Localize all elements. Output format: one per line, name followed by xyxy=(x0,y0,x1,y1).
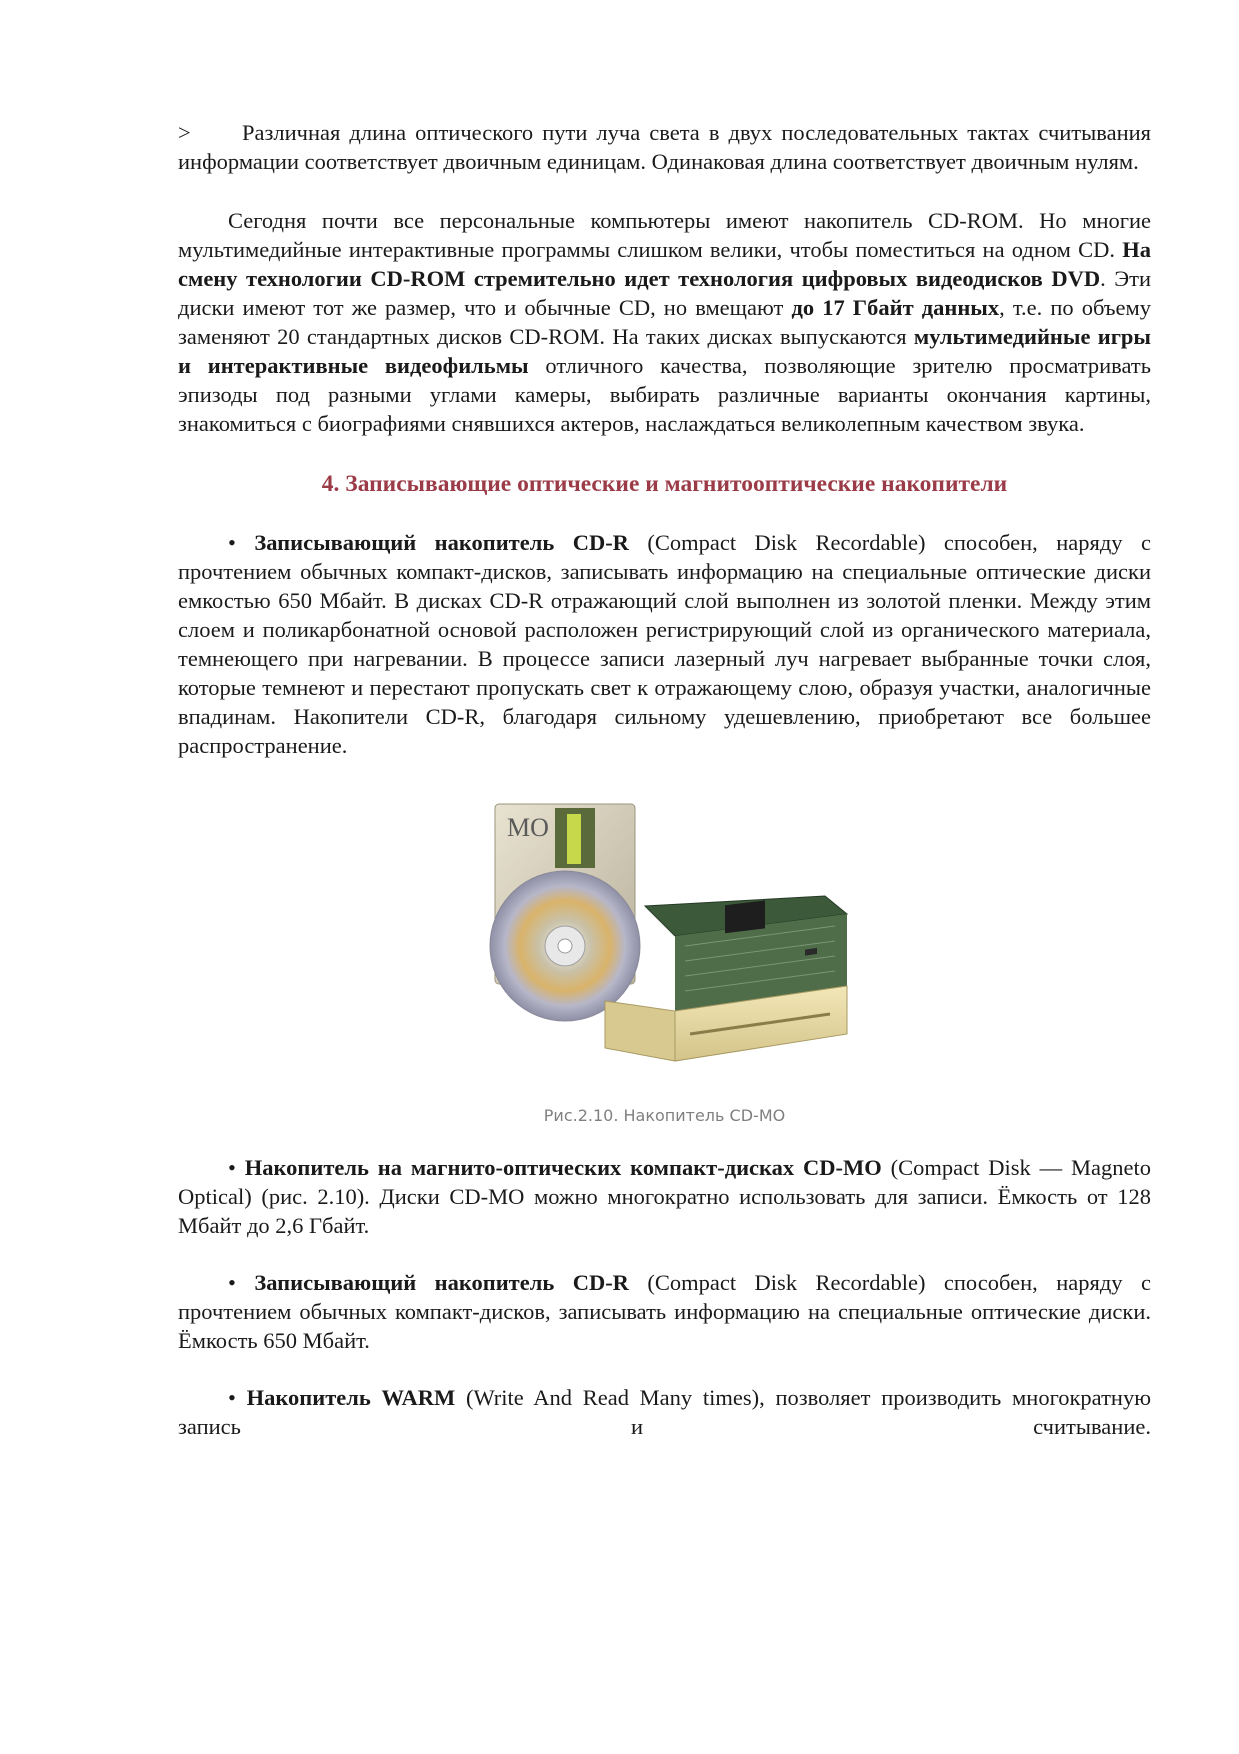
intro-paragraph xyxy=(178,118,1151,176)
bullet-cdr-long xyxy=(178,528,1151,760)
cdmo-text: (Compact Disk — Magneto Optical) (рис. 2.10). Диски CD-MO можно многократно использовать для записи. Ёмкость от 128 Мбайт до 2,6 Гбайт. xyxy=(178,1155,1151,1238)
intro-marker: > xyxy=(178,120,191,145)
cd-mo-drive xyxy=(605,896,847,1061)
figure-cd-mo xyxy=(178,796,1151,1125)
cd-mo-drive-image xyxy=(475,796,855,1076)
warm-text: (Write And Read Many times), позволяет производить многократную запись и считывание. xyxy=(178,1385,1152,1439)
dvd-text-4: отличного качества, позволяющие зрителю просматривать эпизоды под разными углами камеры, выбирать различные варианты окончания картины, знакомиться с биографиями снявшихся актеров, наслаждаться великолепным качеством звука. xyxy=(178,353,1151,436)
dvd-paragraph xyxy=(178,206,1151,438)
bullet-glyph: • xyxy=(228,530,236,555)
cdmo-bold: Накопитель на магнито-оптических компакт-дисках CD-MO xyxy=(244,1155,882,1180)
bullet-glyph: • xyxy=(228,1385,236,1410)
cdr-short-bold: Записывающий накопитель CD-R xyxy=(254,1270,629,1295)
section-heading: 4. Записывающие оптические и магнитооптические накопители xyxy=(321,471,1008,497)
cdr-long-text: (Compact Disk Recordable) способен, наряду с прочтением обычных компакт-дисков, записывать информацию на специальные оптические диски емкостью 650 Мбайт. В дисках CD-R отражающий слой выполнен из золотой пленки. Между этим слоем и поликарбонатной основой расположен регистрирующий слой из органического материала, темнеющего при нагревании. В процессе записи лазерный луч нагревает выбранные точки слоя, которые темнеют и перестают пропускать свет к отражающему слою, образуя участки, аналогичные впадинам. Накопители CD-R, благодаря сильному удешевлению, приобретают все большее распространение. xyxy=(178,530,1151,758)
bullet-glyph: • xyxy=(228,1155,236,1180)
mo-box-label: MO xyxy=(506,813,549,842)
bullet-glyph: • xyxy=(228,1270,236,1295)
optical-disc xyxy=(490,871,640,1021)
dvd-text-3: , т.е. по объему заменяют 20 стандартных дисков CD-ROM. На таких дисках выпускаются xyxy=(178,295,1151,349)
cdr-long-bold: Записывающий накопитель CD-R xyxy=(254,530,629,555)
dvd-bold-1: На смену технологии CD-ROM стремительно идет технология цифровых видеодисков DVD xyxy=(178,237,1151,291)
intro-text: Различная длина оптического пути луча света в двух последовательных тактах считывания информации соответствует двоичным единицам. Одинаковая длина соответствует двоичным нулям. xyxy=(178,120,1151,174)
dvd-text-1: Сегодня почти все персональные компьютеры имеют накопитель CD-ROM. Но многие мультимедийные интерактивные программы слишком велики, чтобы поместиться на одном CD. xyxy=(178,208,1151,262)
figure-caption: Рис.2.10. Накопитель CD-MO xyxy=(543,1106,786,1125)
bullet-cdr-short xyxy=(178,1268,1151,1355)
document-body xyxy=(178,118,1151,1441)
bullet-cdmo xyxy=(178,1153,1151,1240)
dvd-text-2: . Эти диски имеют тот же размер, что и обычные CD, но вмещают xyxy=(178,266,1151,320)
bullet-warm xyxy=(178,1383,1151,1441)
dvd-bold-2: до 17 Гбайт данных xyxy=(791,295,1000,320)
warm-bold: Накопитель WARM xyxy=(246,1385,456,1410)
cdr-short-text: (Compact Disk Recordable) способен, наряду с прочтением обычных компакт-дисков, записывать информацию на специальные оптические диски. Ёмкость 650 Мбайт. xyxy=(178,1270,1151,1353)
dvd-bold-3: мультимедийные игры и интерактивные видеофильмы xyxy=(178,324,1151,378)
